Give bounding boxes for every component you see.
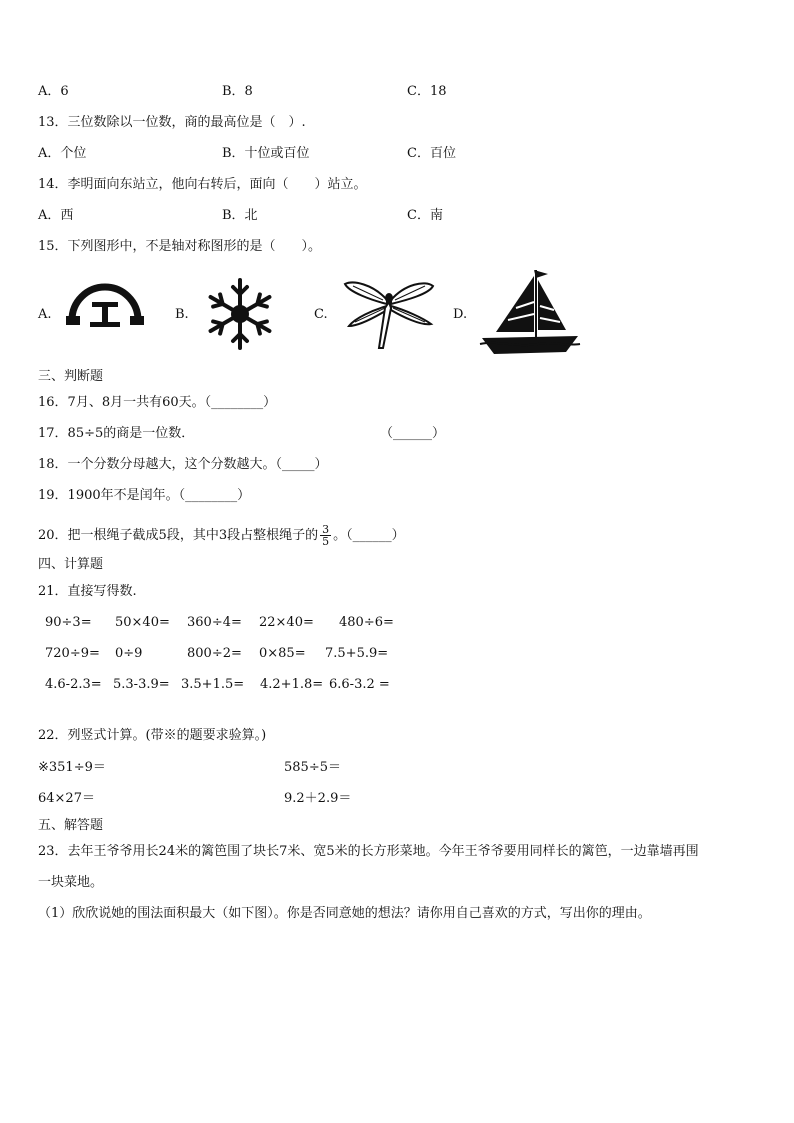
dragonfly-icon: [343, 278, 435, 354]
q21-item: 0÷9: [115, 646, 143, 661]
q14-option-b: B．北: [222, 208, 258, 223]
q21-item: 720÷9=: [45, 646, 100, 661]
q15-stem: 15．下列图形中，不是轴对称图形的是（ ）。: [38, 239, 322, 254]
section-calculation-title: 四、计算题: [38, 557, 104, 572]
q12-option-a: A．6: [38, 84, 69, 99]
q21-item: 4.2+1.8=: [260, 677, 324, 692]
q23-sub-1: （1）欣欣说她的围法面积最大（如下图）。你是否同意她的想法？请你用自己喜欢的方式，写出你的理由。: [38, 906, 651, 921]
q22-item: ※351÷9＝: [38, 760, 106, 775]
q20-fraction-denominator: 5: [322, 535, 330, 548]
section-problem-solving-title: 五、解答题: [38, 818, 104, 833]
q22-stem: 22．列竖式计算。(带※的题要求验算。): [38, 728, 267, 743]
q15-label-b: B.: [175, 307, 189, 322]
q21-item: 4.6-2.3=: [45, 677, 102, 692]
q20-fraction-numerator: 3: [322, 523, 330, 536]
q21-item: 6.6-3.2 =: [329, 677, 390, 692]
q21-item: 3.5+1.5=: [181, 677, 245, 692]
section-judgment-title: 三、判断题: [38, 369, 104, 384]
q14-option-a: A．西: [38, 208, 74, 223]
q20-suffix: 。（______）: [333, 528, 405, 543]
q21-item: 0×85=: [259, 646, 306, 661]
q21-item: 360÷4=: [187, 615, 242, 630]
q21-item: 22×40=: [259, 615, 314, 630]
q15-label-d: D.: [453, 307, 468, 322]
q14-stem: 14．李明面向东站立，他向右转后，面向（ ）站立。: [38, 177, 367, 192]
q22-item: 64×27＝: [38, 791, 95, 806]
q17-stem: 17．85÷5的商是一位数．: [38, 426, 195, 441]
q16-text: 16．7月、8月一共有60天。（________）: [38, 395, 277, 410]
q13-option-b: B．十位或百位: [222, 146, 310, 161]
sailboat-icon: [478, 266, 582, 358]
q12-option-c: C．18: [407, 84, 447, 99]
snowflake-icon: [202, 276, 278, 352]
q17-answer-blank: （______）: [380, 426, 446, 441]
q13-stem: 13．三位数除以一位数，商的最高位是（ ）.: [38, 115, 306, 130]
q21-item: 90÷3=: [45, 615, 92, 630]
q15-label-c: C.: [314, 307, 328, 322]
q20-fraction: [320, 524, 331, 547]
q15-label-a: A.: [38, 307, 52, 322]
q12-option-b: B．8: [222, 84, 253, 99]
q23-line-1: 23．去年王爷爷用长24米的篱笆围了块长7米、宽5米的长方形菜地。今年王爷爷要用同样长的篱笆，一边靠墙再围: [38, 844, 699, 859]
q22-item: 9.2＋2.9＝: [284, 791, 352, 806]
q20-prefix: 20．把一根绳子截成5段，其中3段占整根绳子的: [38, 528, 319, 543]
q13-option-a: A．个位: [38, 146, 87, 161]
q23-line-2: 一块菜地。: [38, 875, 104, 890]
q19-text: 19．1900年不是闰年。（________）: [38, 488, 251, 503]
q14-option-c: C．南: [407, 208, 443, 223]
q21-item: 480÷6=: [339, 615, 394, 630]
q21-item: 800÷2=: [187, 646, 242, 661]
q18-text: 18．一个分数分母越大，这个分数越大。（_____）: [38, 457, 328, 472]
railway-logo-icon: [66, 278, 144, 330]
q21-item: 5.3-3.9=: [113, 677, 170, 692]
q22-item: 585÷5＝: [284, 760, 341, 775]
q21-item: 7.5+5.9=: [325, 646, 389, 661]
q21-item: 50×40=: [115, 615, 170, 630]
q13-option-c: C．百位: [407, 146, 456, 161]
q20-text: [38, 524, 405, 547]
q21-stem: 21．直接写得数.: [38, 584, 137, 599]
